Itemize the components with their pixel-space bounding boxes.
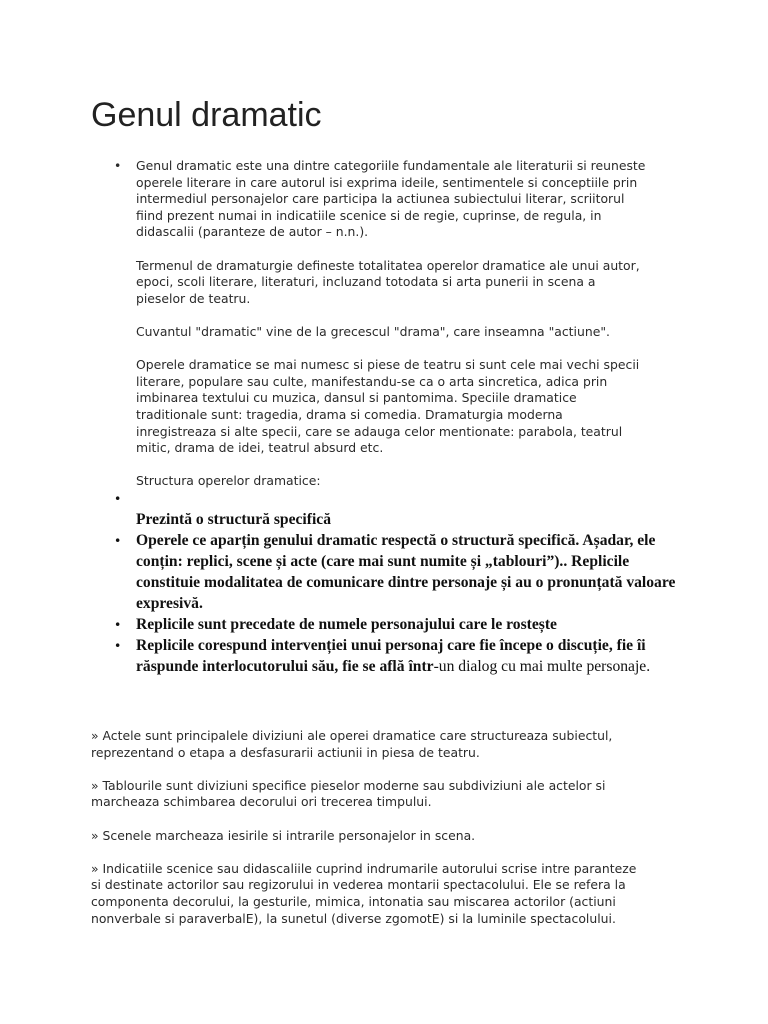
structure-item-components: Operele ce aparțin genului dramatic respectă o structură specifică. Așadar, ele conțin: replici, scene și acte (care mai sunt numite și „tablouri”).. Replicile constituie modalitatea de comunicare dintre personaje și au o pronunțată valoare expresivă. xyxy=(136,532,676,612)
intro-bullet-list xyxy=(112,158,682,490)
bullet-marker: • xyxy=(114,617,122,632)
intro-paragraph-structure-label: Structura operelor dramatice: xyxy=(136,473,321,489)
list-item xyxy=(112,614,682,635)
list-item xyxy=(112,488,682,509)
list-item xyxy=(112,530,682,614)
paragraph-tableaux: » Tablourile sunt diviziuni specifice pieselor moderne sau subdiviziuni ale actelor si marcheaza schimbarea decorului ori trecerea timpului. xyxy=(91,777,606,810)
list-item xyxy=(112,509,682,530)
intro-paragraph-etymology: Cuvantul "dramatic" vine de la grecescul "drama", care inseamna "actiune". xyxy=(136,323,610,339)
definitions-section xyxy=(91,728,691,927)
intro-paragraph-species: Operele dramatice se mai numesc si piese de teatru si sunt cele mai vechi specii literare, populare sau culte, manifestandu-se ca o arta sincretica, adica prin imbinarea textului cu muzica, dansul si pantomima. Speciile dramatice traditionale sunt: tragedia, drama si comedia. Dramaturgia moderna inregistreaza si alte specii, care se adauga celor mentionate: parabola, teatrul mitic, drama de idei, teatrul absurd etc. xyxy=(136,357,640,456)
structure-heading: Prezintă o structură specifică xyxy=(136,511,332,528)
page-title: Genul dramatic xyxy=(91,96,322,134)
intro-paragraph-genre-definition: Genul dramatic este una dintre categoriile fundamentale ale literaturii si reuneste operele literare in care autorul isi exprima ideile, sentimentele si conceptiile prin intermediul personajelor care participa la actiunea subiectului literar, scriitorul fiind prezent numai in indicatiile scenice si de regie, cuprinse, de regula, in didascalii (paranteze de autor – n.n.). xyxy=(136,158,646,240)
structure-item-names: Replicile sunt precedate de numele personajului care le rostește xyxy=(136,616,557,633)
intro-paragraph-dramaturgy: Termenul de dramaturgie defineste totalitatea operelor dramatice ale unui autor, epoci, scoli literare, literaturi, incluzand totodata si arta punerii in scena a pieselor de teatru. xyxy=(136,257,640,306)
bullet-marker: • xyxy=(114,491,122,506)
paragraph-scenes: » Scenele marcheaza iesirile si intrarile personajelor in scena. xyxy=(91,827,476,843)
list-item xyxy=(112,158,682,490)
structure-item-interventions-normal: -un dialog cu mai multe personaje. xyxy=(433,658,651,675)
bullet-marker: • xyxy=(114,638,122,653)
paragraph-stage-directions: » Indicatiile scenice sau didascaliile cuprind indrumarile autorului scrise intre paranteze si destinate actorilor sau regizorului in vederea montarii spectacolului. Ele se refera la componenta decorului, la gesturile, mimica, intonatia sau miscarea actorilor (actiuni nonverbale si paraverbalE), la sunetul (diverse zgomotE) si la luminile spectacolului. xyxy=(91,860,637,926)
list-item xyxy=(112,635,682,677)
bullet-marker: • xyxy=(114,533,122,548)
paragraph-acts: » Actele sunt principalele diviziuni ale operei dramatice care structureaza subiectul, reprezentand o etapa a desfasurarii actiunii in piesa de teatru. xyxy=(91,728,613,760)
bullet-marker: • xyxy=(114,158,122,173)
structure-bullet-list xyxy=(112,488,682,677)
structure-item-interventions-bold: Replicile corespund intervenției unui personaj care fie începe o discuție, fie îi răspunde interlocutorului său, fie se află într xyxy=(136,637,646,675)
